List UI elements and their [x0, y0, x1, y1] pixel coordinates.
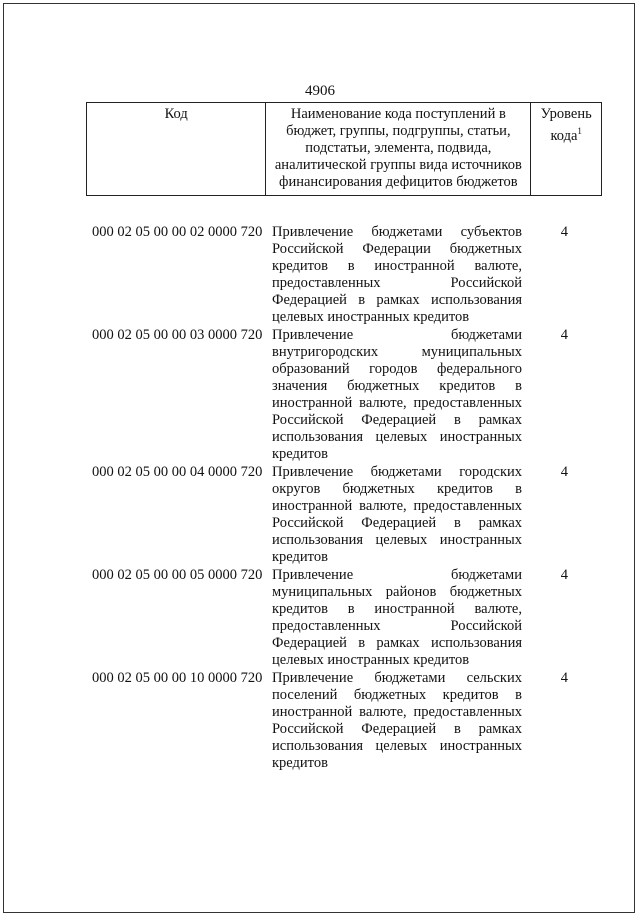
- row-code: 000 02 05 00 00 02 0000 720: [92, 224, 263, 240]
- table-row: [92, 670, 578, 772]
- row-code: 000 02 05 00 00 03 0000 720: [92, 327, 263, 343]
- header-table: [86, 102, 602, 196]
- row-level: 4: [560, 327, 568, 343]
- header-level-text: Уровень кода: [540, 106, 592, 144]
- header-level-cell: [531, 103, 602, 196]
- row-level: 4: [560, 224, 568, 240]
- row-level: 4: [560, 670, 568, 686]
- header-code-label: Код: [164, 106, 188, 122]
- table-row: [92, 224, 578, 326]
- table-row: [92, 567, 578, 669]
- row-name: Привлечение бюджетами городских округов бюджетных кредитов в иностранной валюте, предоставленных Российской Федерацией в рамках использования целевых иностранных кредитов: [272, 464, 522, 565]
- row-name: Привлечение бюджетами муниципальных районов бюджетных кредитов в иностранной валюте, предоставленных Российской Федерацией в рамках использования целевых иностранных кредитов: [272, 567, 522, 668]
- page-number: 4906: [305, 83, 335, 99]
- row-level: 4: [560, 464, 568, 480]
- row-name: Привлечение бюджетами сельских поселений бюджетных кредитов в иностранной валюте, предоставленных Российской Федерацией в рамках использования целевых иностранных кредитов: [272, 670, 522, 771]
- footnote-marker: 1: [577, 126, 582, 136]
- header-code-cell: [87, 103, 266, 196]
- header-level-label: [541, 106, 592, 144]
- header-row: [87, 103, 602, 196]
- row-name: Привлечение бюджетами субъектов Российской Федерации бюджетных кредитов в иностранной валюте, предоставленных Российской Федерацией в рамках использования целевых иностранных кредитов: [272, 224, 522, 325]
- row-code: 000 02 05 00 00 10 0000 720: [92, 670, 263, 686]
- header-name-label: Наименование кода поступлений в бюджет, группы, подгруппы, статьи, подстатьи, элемента, подвида, аналитической группы вида источников финансирования дефицитов бюджетов: [274, 106, 522, 190]
- row-code: 000 02 05 00 00 05 0000 720: [92, 567, 263, 583]
- row-code: 000 02 05 00 00 04 0000 720: [92, 464, 263, 480]
- table-row: [92, 327, 578, 463]
- row-name: Привлечение бюджетами внутригородских муниципальных образований городов федерального значения бюджетных кредитов в иностранной валюте, предоставленных Российской Федерацией в рамках использования целевых иностранных кредитов: [272, 327, 522, 462]
- table-row: [92, 464, 578, 566]
- header-name-cell: [266, 103, 531, 196]
- row-level: 4: [560, 567, 568, 583]
- codes-list: [92, 224, 578, 773]
